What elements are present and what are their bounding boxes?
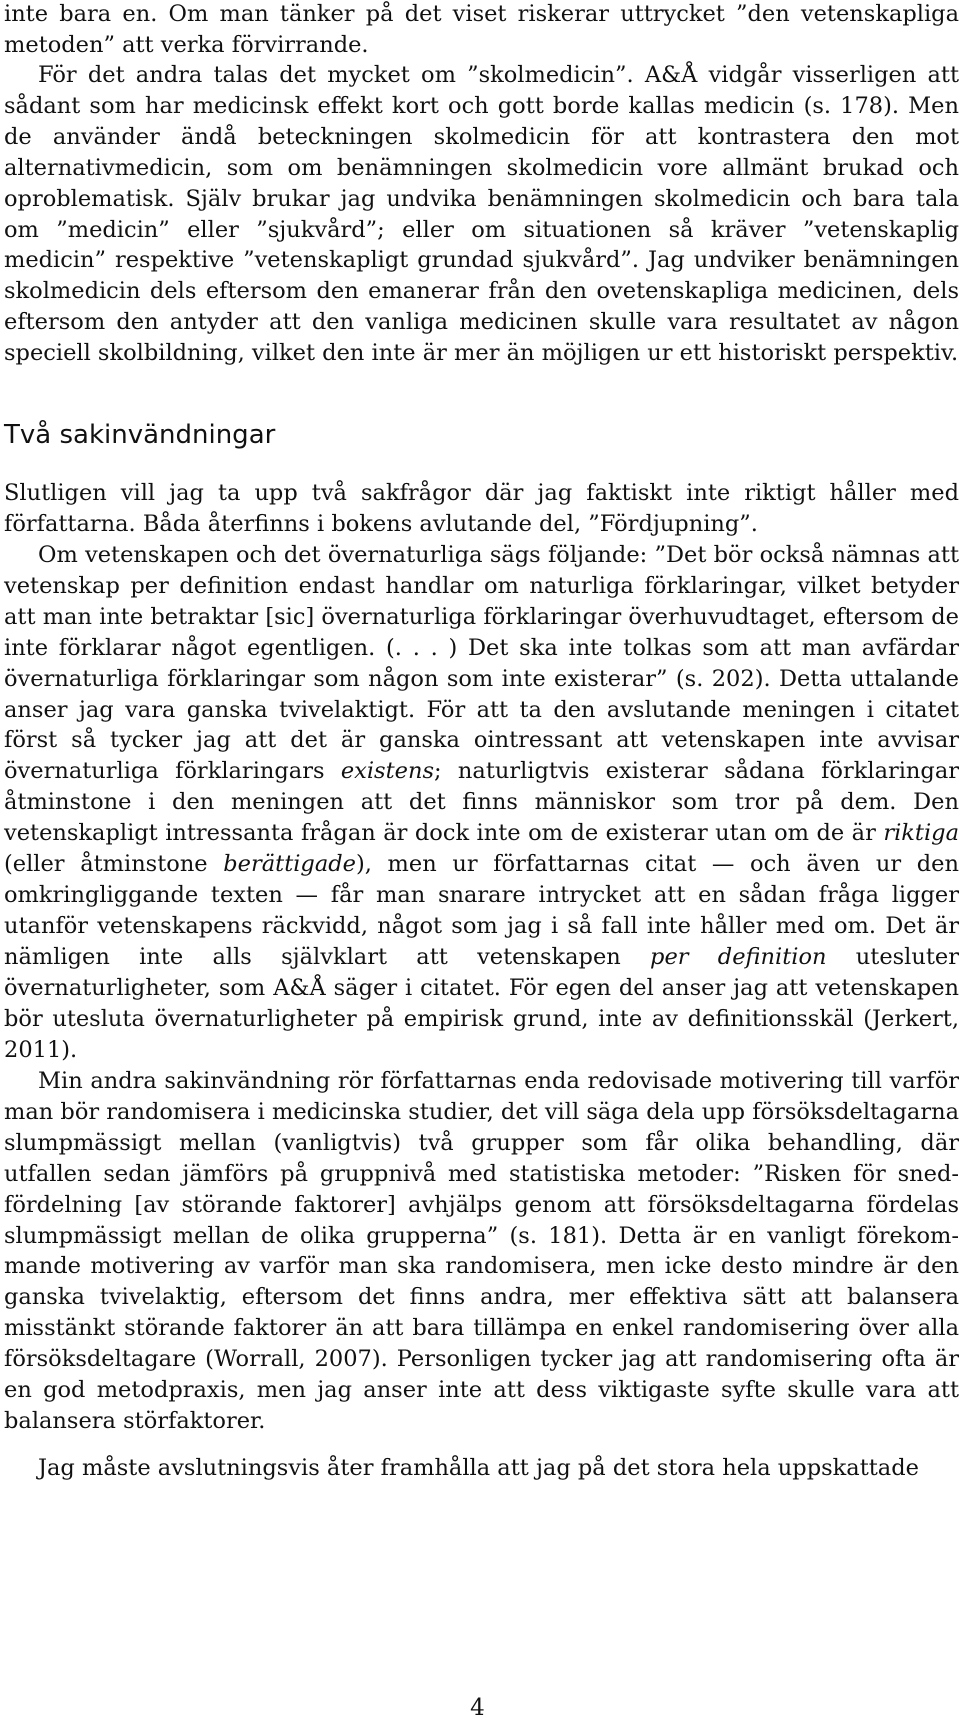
text-run: Om vetenskapen och det övernaturliga sägs följande: ”Det bör också nämnas att vetenskap per definition endast handlar om naturliga förklaringar, vilket betyder att man inte betraktar [sic] övernaturliga förklaringar överhuvudtaget, eftersom de inte förklarar något egentligen. (. . . ) Det ska inte tolkas som att man avfärdar övernaturliga förklaringar som någon som inte existerar” (s. 202). Detta uttalande anser jag vara ganska tvivelaktigt. För att ta den avslutande meningen i citatet först så tycker jag att det är ganska ointressant att vetenskapen inte avvisar övernaturliga förklaringars: [4, 542, 959, 785]
paragraph-supernatural: [4, 540, 959, 1065]
paragraph-intro: Slutligen vill jag ta upp två sakfrågor där jag faktiskt inte riktigt håller med författarna. Båda återfinns i bokens avlutande del, ”Fördjupning”.: [4, 480, 959, 537]
paragraph-randomization: Min andra sakinvändning rör författarnas enda redovisade motivering till varför man bör randomisera i medicinska studier, det vill säga dela upp försöksdeltagarna slumpmässigt mellan (vanligtvis) två grupper som får olika behandling, där utfallen sedan jämförs på gruppnivå med statistiska metoder: ”Risken för snedfördelning [av störande faktorer] avhjälps genom att försöksdeltagarna fördelas slumpmässigt mellan de olika grupperna” (s. 181). Detta är en vanligt förekommande motivering av varför man ska randomisera, men icke desto mindre är den ganska tvivelaktig, eftersom det finns andra, mer effektiva sätt att balansera misstänkt störande faktorer än att bara tillämpa en enkel randomisering över alla försöksdeltagare (Worrall, 2007). Personligen tycker jag att randomisering ofta är en god metodpraxis, men jag anser inte att dess viktigaste syfte skulle vara att balansera störfaktorer.: [4, 1068, 959, 1434]
text-run: ), men ur författarnas citat — och även ur den omkringliggande texten — får man snarare intrycket att en sådan fråga ligger utanför vetenskapens räckvidd, något som jag i så fall inte håller med om. Det är nämligen inte alls självklart att vetenskapen: [4, 851, 959, 970]
text-run: utesluter övernaturligheter, som A&Å säger i citatet. För egen del anser jag att vetenskapen bör utesluta övernaturligheter på empirisk grund, inte av definitionsskäl (Jerkert, 2011).: [4, 943, 959, 1063]
emphasis-existens: existens: [340, 758, 434, 785]
emphasis-riktiga: riktiga: [883, 820, 959, 847]
paragraph-closing: Jag måste avslutningsvis åter framhålla att jag på det stora hela uppskattade: [38, 1455, 919, 1481]
page-number: 4: [470, 1695, 485, 1721]
document-page: [4, 0, 959, 1729]
section-heading: Två sakinvändningar: [4, 420, 276, 450]
paragraph-skolmedicin: För det andra talas det mycket om ”skolmedicin”. A&Å vidgår visserligen att sådant som har medicinsk effekt kort och gott borde kallas medicin (s. 178). Men de använder ändå beteckningen skolmedicin för att kontrastera den mot alternativmedicin, som om benämningen skolmedicin vore allmänt brukad och oproblematisk. Själv brukar jag undvika benämningen skolmedicin och bara tala om ”medicin” eller ”sjukvård”; eller om situationen så kräver ”vetenskaplig medicin” respektive ”vetenskapligt grundad sjukvård”. Jag undviker benämningen skolmedicin dels eftersom den emanerar från den ovetenskapliga medicinen, dels eftersom den antyder att den vanliga medicinen skulle vara resultatet av någon speciell skolbildning, vilket den inte är mer än möjligen ur ett historiskt perspektiv.: [4, 62, 959, 367]
emphasis-per-definition: per definition: [650, 943, 827, 970]
paragraph-continuation: inte bara en. Om man tänker på det viset riskerar uttrycket ”den vetenskapliga metoden” att verka förvirrande.: [4, 1, 959, 58]
text-run: (eller åtminstone: [4, 851, 224, 878]
text-run: ; naturligtvis existerar sådana förklaringar åtminstone i den meningen att det finns människor som tror på dem. Den vetenskapligt intressanta frågan är dock inte om de existerar utan om de är: [4, 758, 959, 847]
emphasis-berattigade: berättigade: [223, 851, 356, 878]
